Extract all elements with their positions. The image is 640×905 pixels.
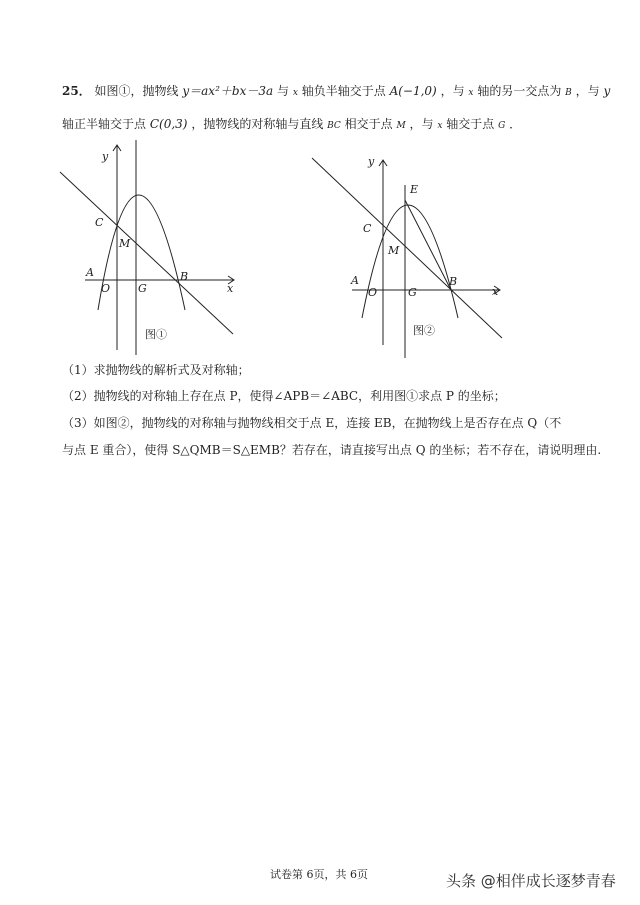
figure-2-caption: 图② xyxy=(413,324,435,337)
label-b: B xyxy=(449,275,458,288)
math-var: x xyxy=(468,88,474,98)
watermark: 头条 @相伴成长逐梦青春 xyxy=(446,872,616,890)
label-o: O xyxy=(368,286,378,299)
question-3-part-2: 与点 E 重合），使得 S△QMB＝S△EMB？若存在，请直接写出点 Q 的坐标；若不存在，请说明理由. xyxy=(62,443,602,457)
math-var: x xyxy=(292,88,298,98)
label-b: B xyxy=(180,270,189,283)
math-var: y xyxy=(603,84,611,98)
point-a-coord: A(−1,0) xyxy=(389,84,437,98)
label-c: C xyxy=(95,216,104,229)
text-segment: ，抛物线的对称轴与直线 xyxy=(191,117,324,131)
text-segment: 与 xyxy=(276,84,289,98)
question-1: （1）求抛物线的解析式及对称轴； xyxy=(62,363,250,377)
problem-number: 25． xyxy=(62,84,91,98)
point-c-coord: C(0,3) xyxy=(149,117,188,131)
math-var: x xyxy=(437,121,443,131)
text-segment: 轴的另一交点为 xyxy=(477,84,562,98)
label-x: x xyxy=(492,285,499,298)
text-segment: 轴正半轴交于点 xyxy=(62,117,147,131)
text-segment: 相交于点 xyxy=(344,117,393,131)
label-g: G xyxy=(138,282,147,295)
label-c: C xyxy=(363,222,372,235)
text-segment: ，与 xyxy=(440,84,465,98)
math-var: B xyxy=(565,88,572,98)
label-g: G xyxy=(408,286,417,299)
label-y: y xyxy=(102,150,109,163)
text-segment: ． xyxy=(509,117,522,131)
line-bc xyxy=(312,158,502,338)
text-segment: 轴交于点 xyxy=(446,117,495,131)
parabola xyxy=(362,205,458,318)
math-var: M xyxy=(396,121,406,131)
page-footer: 试卷第 6页，共 6页 xyxy=(270,868,368,881)
segment-eb xyxy=(405,200,451,290)
question-3-part-1: （3）如图②，抛物线的对称轴与抛物线相交于点 E，连接 EB，在抛物线上是否存在点 Q（不 xyxy=(62,416,562,430)
label-m: M xyxy=(388,244,400,257)
math-var: G xyxy=(498,121,506,131)
question-2: （2）抛物线的对称轴上存在点 P，使得∠APB＝∠ABC，利用图①求点 P 的坐标； xyxy=(62,389,506,403)
label-y: y xyxy=(368,155,375,168)
math-var: BC xyxy=(327,121,341,131)
label-a: A xyxy=(86,266,94,279)
label-a: A xyxy=(351,274,359,287)
text-segment: ，与 xyxy=(575,84,600,98)
label-o: O xyxy=(101,282,111,295)
label-e: E xyxy=(410,183,419,196)
text-segment: ，与 xyxy=(409,117,434,131)
parabola-equation: y＝ax²＋bx－3a xyxy=(182,84,274,98)
text-segment: 如图①，抛物线 xyxy=(94,84,179,98)
label-m: M xyxy=(119,237,131,250)
label-x: x xyxy=(227,282,234,295)
text-segment: 轴负半轴交于点 xyxy=(301,84,386,98)
figure-1-caption: 图① xyxy=(145,328,167,341)
